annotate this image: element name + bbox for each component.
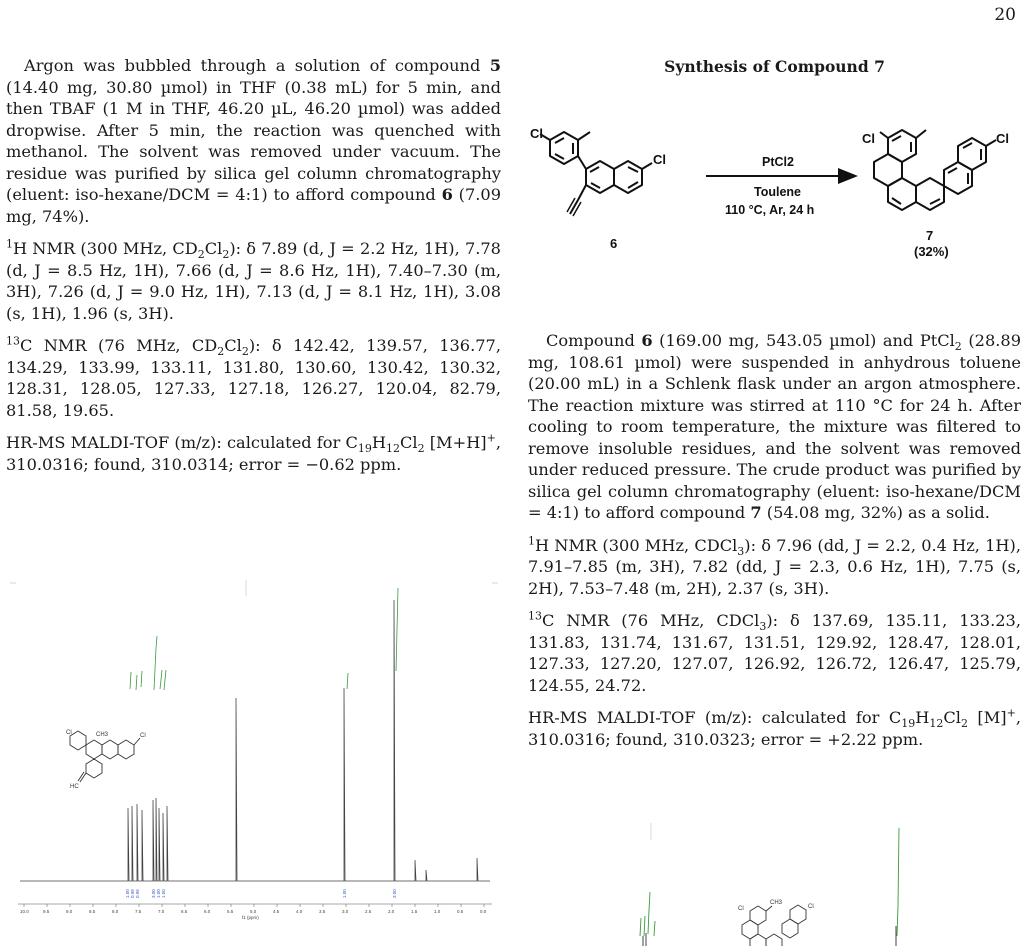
axis-tick-label: 9.0 [66, 909, 73, 914]
axis-tick-label: 0.5 [457, 909, 464, 914]
mol-label-cl-1: Cl [66, 730, 72, 736]
integration-label: 1.00 [125, 889, 130, 898]
procedure-paragraph: Compound 6 (169.00 mg, 543.05 µmol) and PtCl$_2$ (28.89 mg, 108.61 µmol) were suspended in anhydrous toluene (20.00 mL) in a Schlenk flask under an argon atmosphere. The reaction mixture was stirred at 110 °C for 24 h. After cooling to room temperature, the mixture was filtered to remove insoluble residues, and the solvent was removed under reduced pressure. The crude product was purified by silica gel column chromatography (eluent: iso-hexane/DCM = 4:1) to afford compound 7 (54.08 mg, 32%) as a solid. [528, 331, 1021, 522]
spectrum-trace [643, 926, 896, 946]
compound-label-6: 6 [610, 236, 618, 251]
axis-tick-label: 7.0 [158, 909, 165, 914]
axis-tick-label: 6.5 [181, 909, 188, 914]
axis-tick-label: 1.5 [411, 909, 418, 914]
c-nmr-data: $^{13}$C NMR (76 MHz, CDCl$_3$): δ 137.69, 135.11, 133.23, 131.83, 131.74, 131.67, 131.51, 129.92, 128.47, 128.01, 127.33, 127.20, 127.07, 126.92, 126.72, 126.47, 125.79, 124.55, 24.72. [528, 609, 1021, 695]
compound-7-structure [874, 130, 996, 210]
axis-tick-label: 5.0 [250, 909, 257, 914]
yield-label: (32%) [914, 244, 949, 259]
mol-label-ch3: CH3 [770, 900, 783, 906]
integration-labels [125, 889, 397, 898]
molecule-6-sketch [70, 731, 140, 782]
axis-tick-label: 2.5 [365, 909, 372, 914]
axis-label: f1 (ppm) [242, 915, 259, 920]
reaction-scheme [528, 112, 1021, 272]
h-nmr-data: $^1$H NMR (300 MHz, $CD_2Cl_2$): δ 7.89 (d, J = 2.2 Hz, 1H), 7.78 (d, J = 8.5 Hz, 1H), 7.66 (d, J = 8.6 Hz, 1H), 7.40–7.30 (m, 3H), 7.26 (d, J = 9.0 Hz, 1H), 7.13 (d, J = 8.1 Hz, 1H), 3.08 (s, 1H), 1.96 (s, 3H). [6, 237, 501, 323]
cl-label-7b: Cl [996, 131, 1009, 146]
reagent-solvent: Toulene [754, 185, 801, 199]
integration-label: 3.00 [151, 889, 156, 898]
procedure-paragraph: Argon was bubbled through a solution of compound 5 (14.40 mg, 30.80 µmol) in THF (0.38 mL) for 5 min, and then TBAF (1 M in THF, 46.20 µL, 46.20 µmol) was added dropwise. After 5 min, the reaction was quenched with methanol. The solvent was removed under vacuum. The residue was purified by silica gel column chromatography (eluent: iso-hexane/DCM = 4:1) to afford compound 6 (7.09 mg, 74%). [6, 56, 501, 226]
section-heading: Synthesis of Compound 7 [664, 57, 885, 76]
axis-tick-label: 6.0 [204, 909, 211, 914]
hrms-data: HR-MS MALDI-TOF (m/z): calculated for $C_{19}H_{12}Cl_2$ [M+H]+, 310.0316; found, 310.0314; error = −0.62 ppm. [6, 431, 502, 474]
left-column [6, 55, 501, 486]
axis-tick-label: 5.5 [227, 909, 234, 914]
right-column [528, 330, 1021, 761]
reagent-catalyst: PtCl2 [762, 155, 794, 169]
spectrum-trace [20, 600, 490, 881]
axis-tick-label: 8.0 [112, 909, 119, 914]
axis-tick-label: 1.0 [434, 909, 441, 914]
c-nmr-data: $^{13}$C NMR (76 MHz, $CD_2Cl_2$): δ 142.42, 139.57, 136.77, 134.29, 133.99, 133.11, 131.80, 130.60, 130.42, 130.32, 128.31, 128.05, 127.33, 127.18, 126.27, 120.04, 82.79, 81.58, 19.65. [6, 334, 501, 420]
cl-label-6a: Cl [530, 126, 543, 141]
integration-label: 1.00 [161, 889, 166, 898]
axis-tick-label: 7.5 [135, 909, 142, 914]
hrms-data: HR-MS MALDI-TOF (m/z): calculated for $C_{19}H_{12}Cl_2$ [M]+, 310.0316; found, 310.0323; error = +2.22 ppm. [528, 706, 1021, 749]
integration-label: 1.00 [342, 889, 347, 898]
mol-label-ch3: CH3 [96, 732, 109, 738]
reagent-conditions: 110 °C, Ar, 24 h [725, 203, 815, 217]
axis-tick-label: 10.0 [20, 909, 29, 914]
integration-label: 0.98 [130, 889, 135, 898]
cl-label-7a: Cl [862, 131, 875, 146]
integration-label: 3.00 [392, 889, 397, 898]
compound-label-7: 7 [926, 228, 934, 243]
integration-label: 1.00 [156, 889, 161, 898]
axis-tick-label: 4.5 [273, 909, 280, 914]
h-nmr-spectrum-figure-2 [630, 818, 930, 946]
integration-label: 0.96 [135, 889, 140, 898]
mol-label-cl-1: Cl [738, 906, 744, 912]
page-number: 20 [994, 5, 1016, 25]
cl-label-6b: Cl [653, 152, 666, 167]
axis-tick-label: 3.5 [319, 909, 326, 914]
ring-naph-b [614, 161, 642, 193]
axis-tick-label: 2.0 [388, 909, 395, 914]
molecule-7-sketch [742, 905, 806, 946]
axis-ticks [20, 904, 487, 914]
mol-label-cl-2: Cl [140, 733, 146, 739]
integral-curves [130, 588, 398, 690]
arrow-head [838, 168, 858, 184]
ring-naph-a [586, 161, 614, 193]
mol-label-cl-2: Cl [808, 904, 814, 910]
h-nmr-data: $^1$H NMR (300 MHz, CDCl$_3$): δ 7.96 (dd, J = 2.2, 0.4 Hz, 1H), 7.91–7.85 (m, 3H), 7.82 (dd, J = 2.3, 0.6 Hz, 1H), 7.75 (s, 2H), 7.53–7.48 (m, 2H), 2.37 (s, 3H). [528, 534, 1021, 598]
axis-tick-label: 0.0 [480, 909, 487, 914]
h-nmr-spectrum-figure [10, 578, 500, 946]
axis-tick-label: 8.5 [89, 909, 96, 914]
axis-tick-label: 9.5 [43, 909, 50, 914]
mol-label-hc: HC [70, 784, 79, 790]
integral-curves [640, 828, 899, 936]
axis-tick-label: 4.0 [296, 909, 303, 914]
axis-tick-label: 3.0 [342, 909, 349, 914]
